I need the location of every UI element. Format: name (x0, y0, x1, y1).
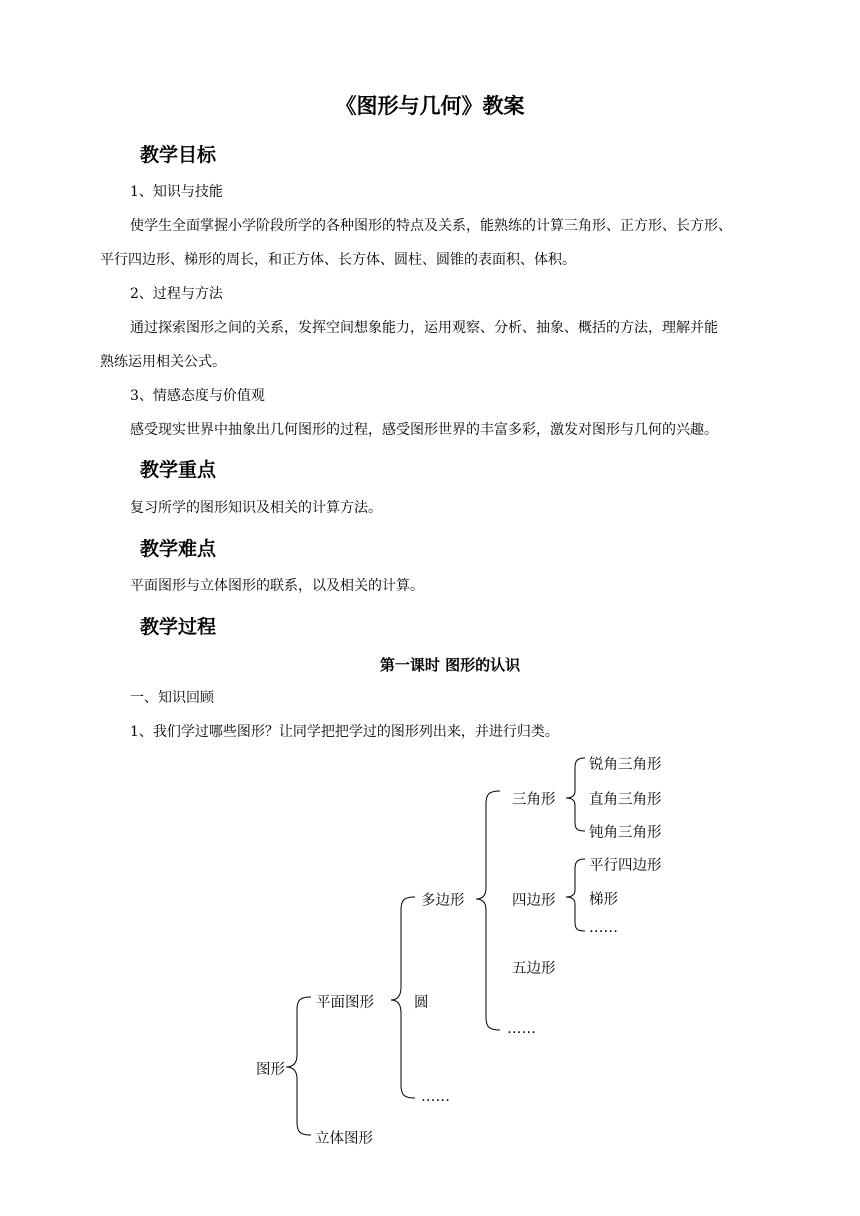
heading-process: 教学过程 (140, 616, 217, 638)
objective-item-2: 2、过程与方法 (130, 286, 223, 302)
question-1: 1、我们学过哪些图形？让同学把把学过的图形列出来，并进行归类。 (130, 724, 559, 740)
bracket-root (286, 997, 311, 1135)
tree-solid-figures: 立体图形 (315, 1131, 373, 1147)
tree-plane-more: …… (421, 1089, 450, 1105)
tree-acute-triangle: 锐角三角形 (589, 757, 662, 773)
bracket-triangle (566, 758, 585, 831)
tree-quadrilateral: 四边形 (512, 893, 556, 909)
tree-polygon: 多边形 (421, 893, 465, 909)
tree-trapezoid: 梯形 (589, 892, 618, 908)
objective-2-text-line2: 熟练运用相关公式。 (100, 354, 226, 370)
bracket-quadrilateral (566, 859, 585, 931)
tree-plane-figures: 平面图形 (316, 995, 374, 1011)
tree-circle: 圆 (414, 995, 429, 1011)
tree-pentagon: 五边形 (512, 961, 556, 977)
bracket-polygon (476, 791, 500, 1030)
objective-1-text-line2: 平行四边形、梯形的周长，和正方体、长方体、圆柱、圆锥的表面积、体积。 (100, 252, 576, 268)
tree-quad-more: …… (589, 920, 618, 936)
tree-right-triangle: 直角三角形 (589, 792, 662, 808)
lesson-title: 第一课时 图形的认识 (379, 656, 521, 674)
page-title: 《图形与几何》教案 (335, 94, 525, 118)
objective-3-text: 感受现实世界中抽象出几何图形的过程，感受图形世界的丰富多彩，激发对图形与几何的兴趣。 (130, 422, 718, 438)
difficulties-text: 平面图形与立体图形的联系，以及相关的计算。 (130, 578, 424, 594)
tree-triangle: 三角形 (512, 792, 556, 808)
objective-item-1: 1、知识与技能 (130, 184, 223, 200)
bracket-plane (391, 897, 415, 1098)
objective-item-3: 3、情感态度与价值观 (130, 388, 265, 404)
tree-parallelogram: 平行四边形 (589, 858, 662, 874)
tree-obtuse-triangle: 钝角三角形 (589, 825, 662, 841)
heading-objectives: 教学目标 (140, 144, 217, 166)
key-points-text: 复习所学的图形知识及相关的计算方法。 (130, 500, 382, 516)
tree-root: 图形 (256, 1062, 285, 1078)
section-review: 一、知识回顾 (130, 690, 214, 706)
tree-polygon-more: …… (507, 1021, 536, 1037)
objective-2-text-line1: 通过探索图形之间的关系，发挥空间想象能力，运用观察、分析、抽象、概括的方法，理解并能 (130, 320, 718, 336)
heading-key-points: 教学重点 (140, 459, 217, 481)
objective-1-text-line1: 使学生全面掌握小学阶段所学的各种图形的特点及关系，能熟练的计算三角形、正方形、长方形、 (130, 218, 732, 234)
heading-difficulties: 教学难点 (140, 538, 217, 560)
